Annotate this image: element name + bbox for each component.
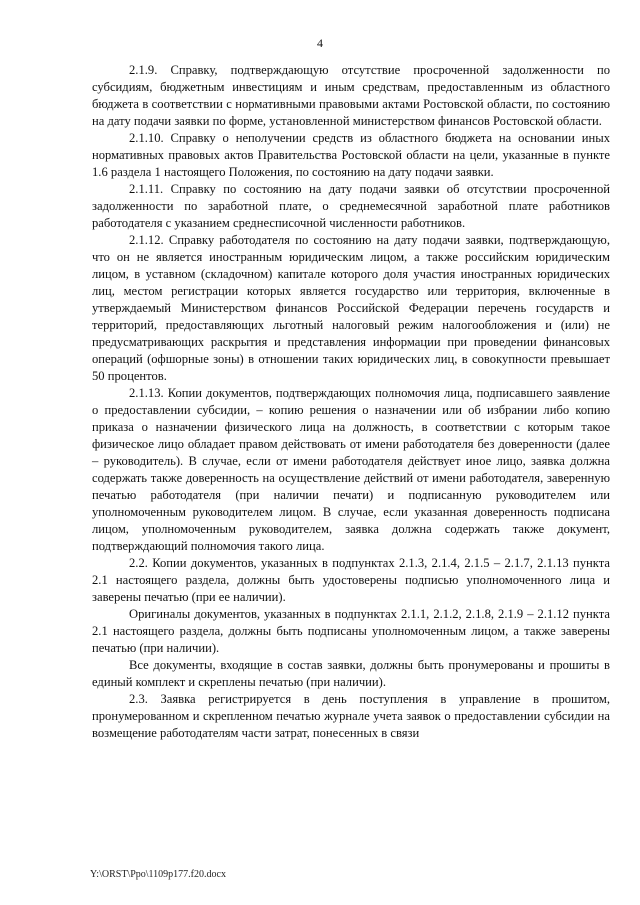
page-number: 4 — [317, 36, 323, 50]
paragraph-2-2: 2.2. Копии документов, указанных в подпунктах 2.1.3, 2.1.4, 2.1.5 – 2.1.7, 2.1.13 пункта 2.1 настоящего раздела, должны быть удостоверены подписью уполномоченного лица и заверены печатью (при ее наличии). — [92, 556, 610, 604]
paragraph-2-1-11: 2.1.11. Справку по состоянию на дату подачи заявки об отсутствии просроченной задолженности по заработной плате, о среднемесячной заработной плате работников работодателя с указанием среднесписочной численности работников. — [92, 182, 610, 230]
document-body — [92, 62, 610, 742]
paragraph-2-3: 2.3. Заявка регистрируется в день поступления в управление в прошитом, пронумерованном и скрепленном печатью журнале учета заявок о предоставлении субсидии на возмещение работодателям части затрат, понесенных в связи — [92, 692, 610, 740]
paragraph-originals: Оригиналы документов, указанных в подпунктах 2.1.1, 2.1.2, 2.1.8, 2.1.9 – 2.1.12 пункта 2.1 настоящего раздела, должны быть подписаны уполномоченным лицом, а также заверены печатью (при наличии). — [92, 607, 610, 655]
paragraph-2-1-12: 2.1.12. Справку работодателя по состоянию на дату подачи заявки, подтверждающую, что он не является иностранным юридическим лицом, а также российским юридическим лицом, в уставном (складочном) капитале которого доля участия иностранных юридических лиц, местом регистрации которых является государство или территория, включенные в утверждаемый Министерством финансов Российской Федерации перечень государств и территорий, предоставляющих льготный налоговый режим налогообложения и (или) не предусматривающих раскрытия и представления информации при проведении финансовых операций (офшорные зоны) в отношении таких юридических лиц, в совокупности превышает 50 процентов. — [92, 233, 610, 383]
paragraph-binding: Все документы, входящие в состав заявки, должны быть пронумерованы и прошиты в единый комплект и скреплены печатью (при наличии). — [92, 658, 610, 689]
paragraph-2-1-9: 2.1.9. Справку, подтверждающую отсутствие просроченной задолженности по субсидиям, бюджетным инвестициям и иным средствам, предоставленным из областного бюджета в соответствии с нормативными правовыми актами Ростовской области, по состоянию на дату подачи заявки по форме, установленной министерством финансов Ростовской области. — [92, 63, 610, 128]
paragraph-2-1-10: 2.1.10. Справку о неполучении средств из областного бюджета на основании иных нормативных правовых актов Правительства Ростовской области на цели, указанные в пункте 1.6 раздела 1 настоящего Положения, по состоянию на дату подачи заявки. — [92, 131, 610, 179]
paragraph-2-1-13: 2.1.13. Копии документов, подтверждающих полномочия лица, подписавшего заявление о предоставлении субсидии, – копию решения о назначении или об избрании либо копию приказа о назначении физического лица на должность, в соответствии с которым такое физическое лицо обладает правом действовать от имени работодателя без доверенности (далее – руководитель). В случае, если от имени работодателя действует иное лицо, заявка должна содержать также доверенность на осуществление действий от имени работодателя, заверенную печатью работодателя (при наличии печати) и подписанную руководителем или уполномоченным руководителем лицом. В случае, если указанная доверенность подписана лицом, уполномоченным руководителем, заявка должна содержать также документ, подтверждающий полномочия такого лица. — [92, 386, 610, 553]
footer-file-path: Y:\ORST\Ppo\1109p177.f20.docx — [90, 869, 226, 880]
